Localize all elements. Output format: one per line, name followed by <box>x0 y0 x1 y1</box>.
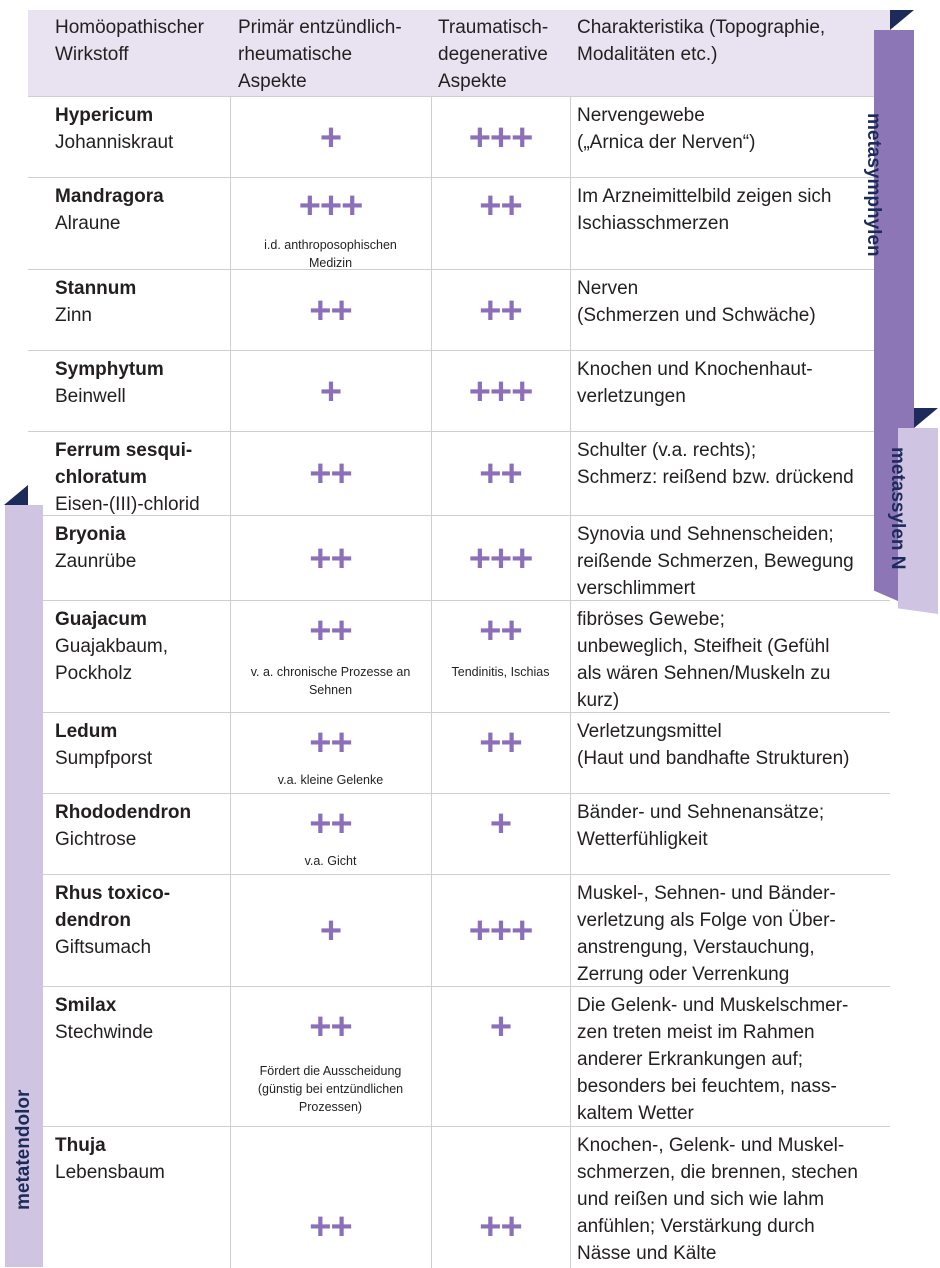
remedy-common-name: Gichtrose <box>55 829 137 850</box>
rheuma-rating: ++ <box>309 537 352 580</box>
trauma-rating: +++ <box>468 116 533 159</box>
table-row <box>28 600 890 713</box>
remedy-latin-name: Smilax <box>55 995 117 1016</box>
remedy-common-name: Zinn <box>55 305 92 326</box>
header-col4: Charakteristika (Topographie, Modalitäten etc.) <box>577 17 826 65</box>
column-divider <box>570 270 571 351</box>
remedy-common-name: Zaunrübe <box>55 551 137 572</box>
remedy-common-name: Lebensbaum <box>55 1162 165 1183</box>
remedy-latin-name: Bryonia <box>55 524 126 545</box>
remedy-name <box>55 799 230 853</box>
header-col2: Primär entzündlich- rheumatische Aspekte <box>238 17 402 92</box>
table-row <box>28 350 890 432</box>
rheuma-rating: ++ <box>309 722 352 764</box>
remedy-latin-name: Thuja <box>55 1135 106 1156</box>
trauma-rating: +++ <box>468 910 533 952</box>
table-row <box>28 515 890 601</box>
column-divider <box>570 516 571 601</box>
remedy-name <box>55 437 230 518</box>
trauma-rating: + <box>489 1006 512 1048</box>
corner-marker <box>890 10 914 30</box>
table-row <box>28 712 890 794</box>
table-row <box>28 1126 890 1268</box>
characteristics-text: Bänder- und Sehnenansätze; Wetterfühligkeit <box>577 802 825 850</box>
remedy-common-name: Eisen-(III)-chlorid <box>55 494 200 515</box>
column-divider <box>570 794 571 875</box>
rheuma-note: v.a. kleine Gelenke <box>277 773 384 787</box>
characteristics-text: Im Arzneimittelbild zeigen sich Ischiasschmerzen <box>577 186 832 234</box>
column-divider <box>570 178 571 270</box>
rheuma-rating: + <box>319 370 342 413</box>
remedy-common-name: Stechwinde <box>55 1022 154 1043</box>
characteristics-text: Die Gelenk- und Muskelschmer- zen treten meist im Rahmen anderer Erkrankungen auf; besonders bei feuchtem, nass- kaltem Wetter <box>577 995 849 1124</box>
remedy-common-name: Guajakbaum, Pockholz <box>55 636 169 684</box>
characteristics-text: Verletzungsmittel (Haut und bandhafte Strukturen) <box>577 721 850 769</box>
remedy-name <box>55 880 230 961</box>
rheuma-rating: ++ <box>309 803 352 845</box>
column-divider <box>570 351 571 432</box>
characteristics-text: Knochen-, Gelenk- und Muskel- schmerzen, die brennen, stechen und reißen und sich wie lahm anfühlen; Verstärkung durch Nässe und Kälte <box>577 1135 858 1264</box>
trauma-rating: +++ <box>468 537 533 580</box>
rheuma-note: Fördert die Ausscheidung (günstig bei entzündlichen Prozessen) <box>257 1064 404 1114</box>
remedy-latin-name: Hypericum <box>55 105 154 126</box>
rheuma-rating: + <box>319 116 342 159</box>
corner-marker <box>4 485 28 505</box>
rheuma-rating: ++ <box>309 1206 352 1248</box>
column-divider <box>570 713 571 794</box>
corner-marker <box>914 408 938 428</box>
remedy-latin-name: Rhododendron <box>55 802 192 823</box>
header-col1: Homöopathischer Wirkstoff <box>55 17 204 65</box>
characteristics-text: Synovia und Sehnenscheiden; reißende Schmerzen, Bewegung verschlimmert <box>577 524 854 599</box>
remedy-latin-name: Ferrum sesqui- chloratum <box>55 440 193 488</box>
trauma-rating: ++ <box>479 610 522 652</box>
rheuma-rating: +++ <box>298 185 363 227</box>
rheuma-rating: ++ <box>309 289 352 332</box>
trauma-rating: ++ <box>479 722 522 764</box>
remedy-latin-name: Stannum <box>55 278 137 299</box>
remedy-name <box>55 183 230 237</box>
remedy-common-name: Giftsumach <box>55 937 152 958</box>
table-row <box>28 96 890 178</box>
rheuma-rating: + <box>319 910 342 952</box>
rheuma-rating: ++ <box>309 453 352 495</box>
header-col3: Traumatisch- degenerative Aspekte <box>438 17 549 92</box>
column-divider <box>570 432 571 516</box>
remedy-common-name: Beinwell <box>55 386 126 407</box>
table-row <box>28 177 890 270</box>
table-row <box>28 793 890 875</box>
remedy-latin-name: Guajacum <box>55 609 147 630</box>
remedy-name <box>55 521 230 575</box>
remedy-name <box>55 102 230 156</box>
trauma-rating: ++ <box>479 185 522 227</box>
rheuma-note: i.d. anthroposophischen Medizin <box>264 238 397 270</box>
tab-metasymphylen-label: metasymphylen <box>863 113 884 257</box>
remedy-common-name: Johanniskraut <box>55 132 174 153</box>
column-divider <box>570 601 571 713</box>
tab-metatendolor-label: metatendolor <box>13 1089 34 1210</box>
characteristics-text: Nervengewebe („Arnica der Nerven“) <box>577 105 756 153</box>
remedy-name <box>55 275 230 329</box>
column-divider <box>570 1127 571 1268</box>
remedy-latin-name: Mandragora <box>55 186 164 207</box>
trauma-rating: ++ <box>479 453 522 495</box>
trauma-rating: +++ <box>468 370 533 413</box>
remedy-common-name: Alraune <box>55 213 121 234</box>
remedy-common-name: Sumpfporst <box>55 748 153 769</box>
characteristics-text: Muskel-, Sehnen- und Bänder- verletzung als Folge von Über- anstrengung, Verstauchung, Zerrung oder Verrenkung <box>577 883 836 985</box>
table-row <box>28 986 890 1127</box>
rheuma-rating: ++ <box>309 610 352 652</box>
trauma-rating: + <box>489 803 512 845</box>
rheuma-note: v. a. chronische Prozesse an Sehnen <box>250 665 411 697</box>
rheuma-note: v.a. Gicht <box>304 854 357 868</box>
tab-metassylen-label: metassylen N <box>887 447 908 570</box>
remedy-latin-name: Symphytum <box>55 359 164 380</box>
remedy-name <box>55 606 230 687</box>
characteristics-text: Nerven (Schmerzen und Schwäche) <box>577 278 816 326</box>
remedy-latin-name: Ledum <box>55 721 118 742</box>
remedy-latin-name: Rhus toxico- dendron <box>55 883 171 931</box>
remedy-name <box>55 356 230 410</box>
remedy-name <box>55 992 230 1046</box>
remedy-name <box>55 1132 230 1186</box>
trauma-rating: ++ <box>479 289 522 332</box>
table-row <box>28 269 890 351</box>
remedy-name <box>55 718 230 772</box>
characteristics-text: Schulter (v.a. rechts); Schmerz: reißend bzw. drückend <box>577 440 854 488</box>
column-divider <box>570 875 571 987</box>
column-divider <box>570 97 571 178</box>
trauma-note: Tendinitis, Ischias <box>451 665 550 679</box>
column-divider <box>570 987 571 1127</box>
characteristics-text: Knochen und Knochenhaut- verletzungen <box>577 359 813 407</box>
characteristics-text: fibröses Gewebe; unbeweglich, Steifheit (Gefühl als wären Sehnen/Muskeln zu kurz) <box>577 609 831 711</box>
trauma-rating: ++ <box>479 1206 522 1248</box>
table-row <box>28 874 890 987</box>
table-row <box>28 431 890 516</box>
rheuma-rating: ++ <box>309 1006 352 1048</box>
